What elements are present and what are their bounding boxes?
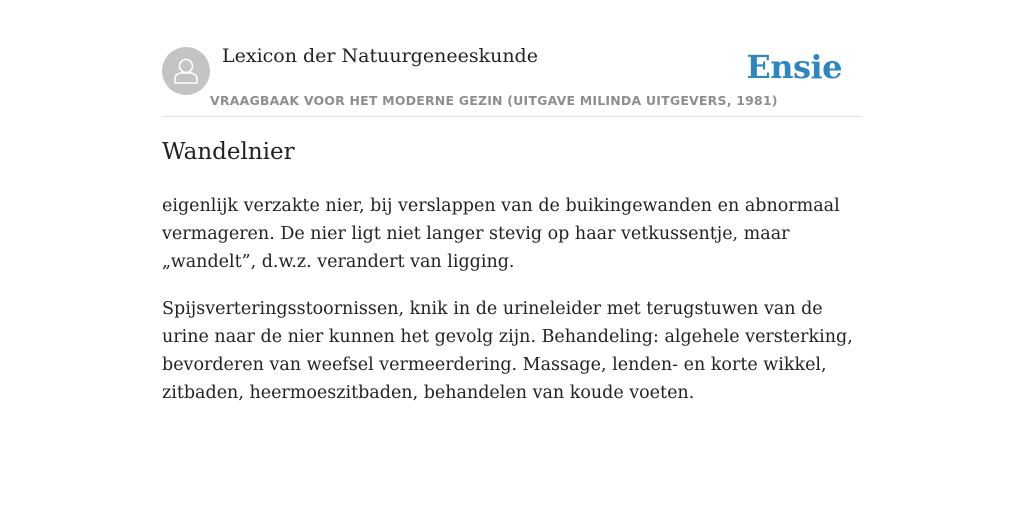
avatar[interactable]: [162, 47, 210, 95]
entry-title: Wandelnier: [162, 139, 295, 165]
entry-body: [162, 192, 862, 426]
user-icon: [162, 47, 210, 95]
source-header: [162, 40, 862, 117]
source-title[interactable]: Lexicon der Natuurgeneeskunde: [222, 45, 538, 67]
source-subtitle: VRAAGBAAK VOOR HET MODERNE GEZIN (UITGAVE MILINDA UITGEVERS, 1981): [210, 93, 778, 108]
brand-logo[interactable]: Ensie: [746, 48, 842, 86]
entry-paragraph-1: eigenlijk verzakte nier, bij verslappen van de buikingewanden en abnormaal vermageren. De nier ligt niet langer stevig op haar vetkussentje, maar „wandelt”, d.w.z. verandert van ligging.: [162, 196, 840, 272]
entry-paragraph-2: Spijsverteringsstoornissen, knik in de urineleider met terugstuwen van de urine naar de nier kunnen het gevolg zijn. Behandeling: algehele versterking, bevorderen van weefsel vermeerdering. Massage, lenden- en korte wikkel, zitbaden, heermoeszitbaden, behandelen van koude voeten.: [162, 299, 853, 403]
